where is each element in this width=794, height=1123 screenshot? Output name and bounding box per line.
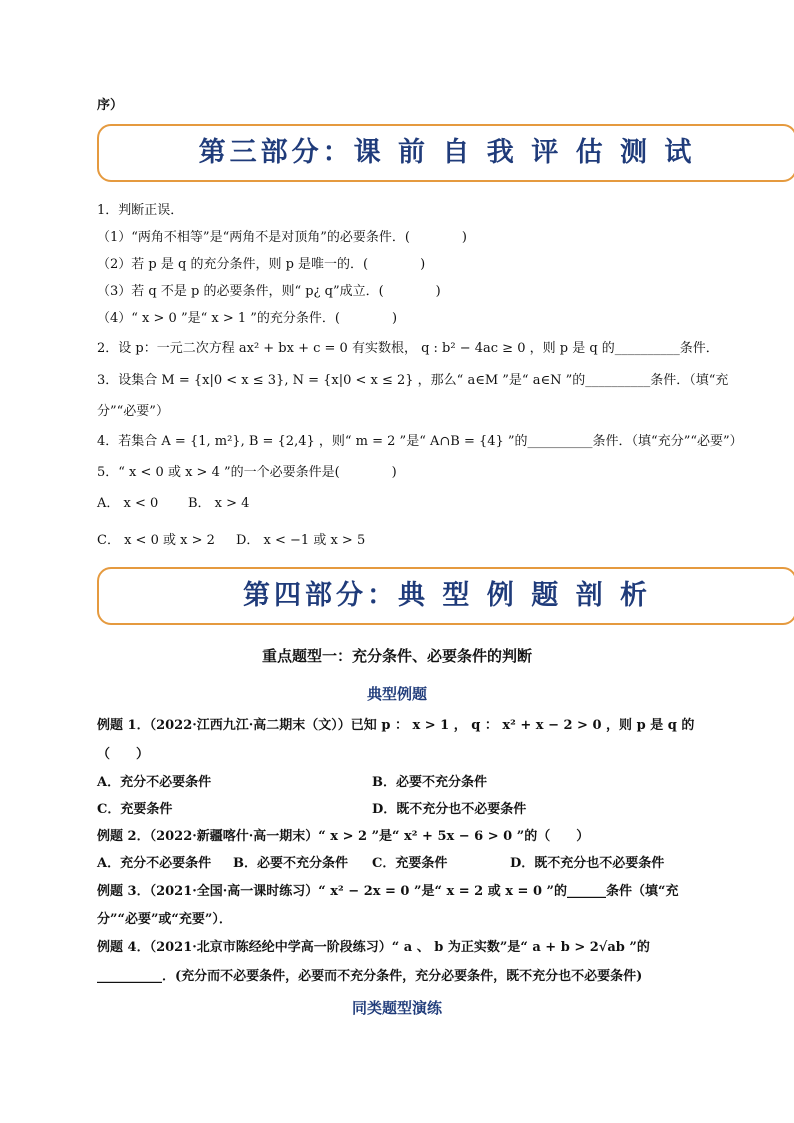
q3-line1: 3．设集合 M = {x|0 < x ≤ 3}, N = {x|0 < x ≤ 2} ，那么“ a∈M ”是“ a∈N ”的__________条件．（填“充: [97, 373, 729, 388]
q5-option-c: C． x < 0 或 x > 2: [97, 533, 215, 548]
ex2-option-d: D．既不充分也不必要条件: [510, 856, 665, 871]
ex1-option-b: B．必要不充分条件: [372, 775, 487, 790]
q4: 4．若集合 A = {1, m²}, B = {2,4} ，则“ m = 2 ”是“ A∩B = {4} ”的__________条件．（填“充分”“必要”）: [97, 434, 743, 449]
section4-title: 第四部分：典 型 例 题 剖 析: [243, 580, 651, 611]
q1-1: （1）“两角不相等”是“两角不是对顶角”的必要条件．( ): [97, 230, 467, 245]
ex2-option-c: C．充要条件: [372, 856, 448, 871]
ex2-option-a: A．充分不必要条件: [97, 856, 212, 871]
typical-heading: 典型例题: [366, 685, 427, 703]
q1-4: （4）“ x > 0 ”是“ x > 1 ”的充分条件．( ): [97, 311, 398, 326]
q1-2: （2）若 p 是 q 的充分条件，则 p 是唯一的．( ): [97, 257, 426, 272]
ex1-option-a: A．充分不必要条件: [97, 775, 212, 790]
example4-line1: 例题 4．（2021·北京市陈经纶中学高一阶段练习）“ a 、 b 为正实数”是“ a + b > 2√ab ”的: [97, 940, 650, 955]
ex1-option-c: C．充要条件: [97, 802, 173, 817]
example1-paren: （ ）: [97, 747, 150, 762]
section3-banner: [97, 124, 794, 182]
q1-3: （3）若 q 不是 p 的必要条件，则“ p¿ q”成立．( ): [97, 284, 441, 299]
section3-title: 第三部分：课 前 自 我 评 估 测 试: [198, 137, 696, 168]
example1: 例题 1．（2022·江西九江·高二期末（文））已知 p ： x > 1 ， q ： x² + x − 2 > 0 ，则 p 是 q 的: [97, 718, 695, 733]
practice-heading: 同类题型演练: [351, 999, 442, 1017]
q5: 5．“ x < 0 或 x > 4 ”的一个必要条件是( ): [97, 465, 397, 480]
section4-banner: [97, 567, 794, 625]
example4-line2: __________．(充分而不必要条件，必要而不充分条件，充分必要条件，既不充分也不必要条件): [97, 969, 643, 984]
example2: 例题 2．（2022·新疆喀什·高一期末）“ x > 2 ”是“ x² + 5x − 6 > 0 ”的（ ）: [97, 829, 590, 844]
q5-option-b: B． x > 4: [188, 496, 250, 511]
q3-line2: 分”“必要”）: [97, 404, 169, 419]
ex2-option-b: B．必要不充分条件: [233, 856, 348, 871]
ex1-option-d: D．既不充分也不必要条件: [372, 802, 527, 817]
q5-option-a: A． x < 0: [97, 496, 159, 511]
q2: 2．设 p：一元二次方程 ax² + bx + c = 0 有实数根， q : b² − 4ac ≥ 0 ，则 p 是 q 的__________条件．: [97, 341, 719, 356]
example3-line1: 例题 3．（2021·全国·高一课时练习）“ x² − 2x = 0 ”是“ x = 2 或 x = 0 ”的______条件（填“充: [97, 884, 679, 899]
example3-line2: 分”“必要”或“充要”）．: [97, 912, 232, 927]
q1-intro: 1．判断正误．: [97, 203, 184, 218]
section4-subtitle: 重点题型一：充分条件、必要条件的判断: [261, 647, 532, 665]
q5-option-d: D． x < −1 或 x > 5: [236, 533, 366, 548]
header-fragment: 序）: [97, 98, 124, 113]
